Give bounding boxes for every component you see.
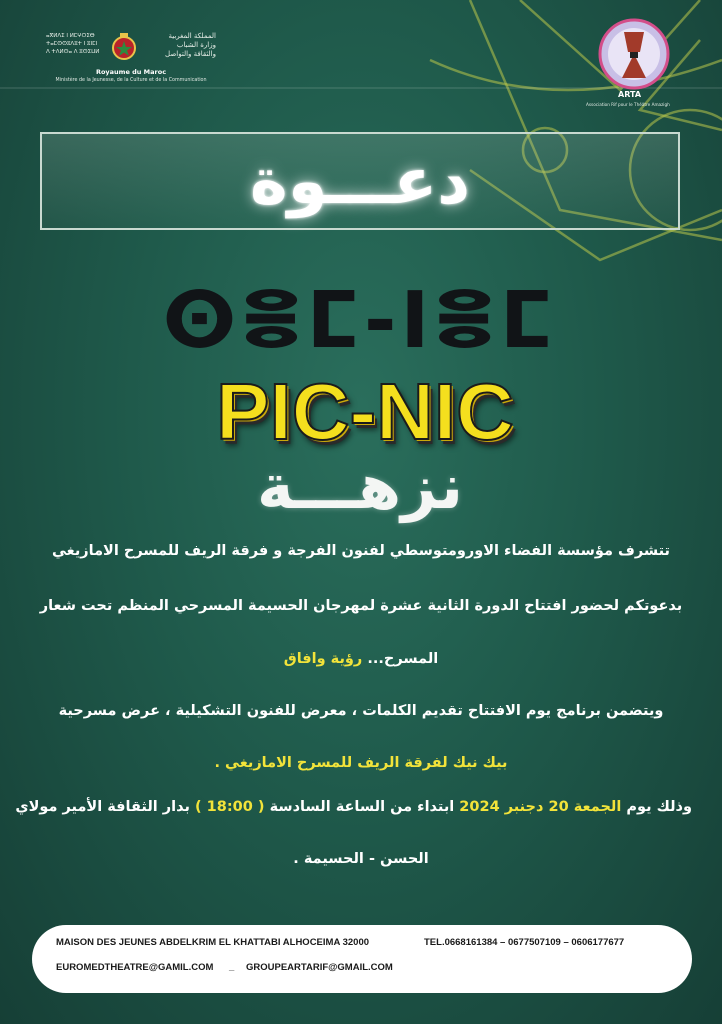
picnic-title: PIC-NIC xyxy=(216,367,514,456)
event-date: الجمعة 20 دجنبر 2024 xyxy=(459,799,622,815)
arabic-title: نزهـــة xyxy=(256,450,463,523)
body-line-3 xyxy=(30,651,692,667)
theme-prefix: المسرح... xyxy=(362,651,439,667)
email-link-euromed[interactable]: EUROMEDTHEATRE@GAMIL.COM xyxy=(56,962,214,973)
arta-label: ARTA xyxy=(618,90,642,99)
tifinagh-title: ⵙⴻⵎ-ⵏⴻⵎ xyxy=(162,276,558,366)
kingdom-label: Royaume du Maroc xyxy=(95,68,167,76)
arta-subtitle: Association Rif pour le Théâtre Amazigh xyxy=(586,102,670,107)
email-link-arta[interactable]: GROUPEARTARIF@GMAIL.COM xyxy=(246,962,393,973)
invitation-title-box xyxy=(40,132,680,230)
email-separator: _ xyxy=(229,962,235,973)
date-prefix: وذلك يوم xyxy=(621,799,692,815)
royal-coat-of-arms-icon xyxy=(109,32,139,62)
ministry-tifinagh-line: ⴷ ⵜⴷⵍⵙⴰ ⴷ ⵓⵙⵉⵡⵍ xyxy=(46,49,100,55)
ministry-logo-block xyxy=(46,30,216,90)
body-line-6 xyxy=(15,799,692,815)
time-prefix: ابتداء من الساعة السادسة xyxy=(264,799,460,815)
invitation-title: دعـــوة xyxy=(249,145,471,219)
body-line-2: بدعوتكم لحضور افتتاح الدورة الثانية عشرة لمهرجان الحسيمة المسرحي المنظم تحت شعار xyxy=(39,598,683,614)
arta-emblem-icon xyxy=(590,18,678,90)
venue-text: بدار الثقافة الأمير مولاي xyxy=(15,799,195,815)
body-line-7: الحسن - الحسيمة . xyxy=(293,851,429,867)
ministry-arabic-text xyxy=(144,32,216,59)
ministry-name-label: Ministère de la Jeunesse, de la Culture et de la Communication xyxy=(55,78,207,83)
arta-logo xyxy=(586,18,678,118)
ministry-tifinagh-line: ⵜⴰⵎⵙⵙⵓⴷⵓⵜ ⵏ ⵓⵏⵎⵏ xyxy=(46,41,98,47)
ministry-tifinagh-line: ⴰⴳⵍⴷⵉ ⵏ ⵍⵎⵖⵔⵉⴱ xyxy=(46,33,95,39)
body-line-5: بيك نيك لفرقة الريف للمسرح الامازيغي . xyxy=(214,755,508,771)
body-line-1: تتشرف مؤسسة الفضاء الاورومتوسطي لفنون الفرجة و فرقة الريف للمسرح الامازيغي xyxy=(51,543,670,559)
ministry-arabic-line: والثقافة والتواصل xyxy=(165,50,216,58)
event-time: ( 18:00 ) xyxy=(194,799,265,815)
address-text: MAISON DES JEUNES ABDELKRIM EL KHATTABI ALHOCEIMA 32000 xyxy=(56,937,370,948)
ministry-arabic-line: المملكة المغربية xyxy=(168,32,216,40)
body-line-4: ويتضمن برنامج يوم الافتتاح تقديم الكلمات ، معرض للفنون التشكيلية ، عرض مسرحية xyxy=(58,703,664,719)
ministry-tifinagh-text xyxy=(46,32,104,56)
theme-highlight: رؤية وافاق xyxy=(283,651,363,667)
contact-footer xyxy=(32,925,692,993)
ministry-arabic-line: وزارة الشباب xyxy=(176,41,216,49)
phone-numbers: TEL.0668161384 – 0677507109 – 0606177677 xyxy=(424,937,625,948)
